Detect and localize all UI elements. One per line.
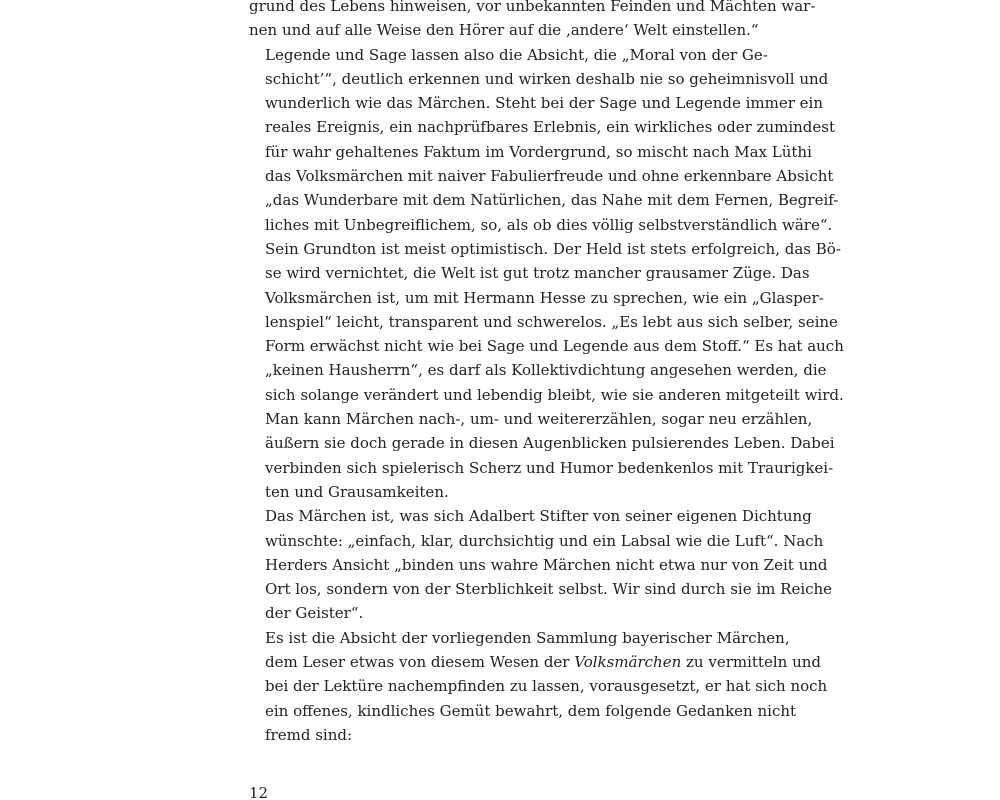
text-line: verbinden sich spielerisch Scherz und Humor bedenkenlos mit Traurigkei- bbox=[265, 458, 834, 477]
text-segment: zu vermitteln und bbox=[681, 653, 821, 672]
text-line: wunderlich wie das Märchen. Steht bei der Sage und Legende immer ein bbox=[265, 94, 824, 113]
text-line: Ort los, sondern von der Sterblichkeit selbst. Wir sind durch sie im Reiche bbox=[265, 580, 833, 599]
text-line: grund des Lebens hinweisen, vor unbekannten Feinden und Mächten war- bbox=[249, 0, 816, 15]
text-line: der Geister“. bbox=[265, 604, 364, 623]
page-number: 12 bbox=[249, 784, 269, 800]
text-line: liches mit Unbegreiflichem, so, als ob dies völlig selbstverständlich wäre“. bbox=[265, 215, 833, 234]
text-line: „das Wunderbare mit dem Natürlichen, das Nahe mit dem Fernen, Begreif- bbox=[265, 191, 839, 210]
text-line: für wahr gehaltenes Faktum im Vordergrund, so mischt nach Max Lüthi bbox=[265, 142, 812, 161]
paragraph-legende-sage bbox=[249, 43, 844, 505]
text-line: das Volksmärchen mit naiver Fabulierfreude und ohne erkennbare Absicht bbox=[265, 167, 834, 186]
text-line: Das Märchen ist, was sich Adalbert Stifter von seiner eigenen Dichtung bbox=[265, 507, 812, 526]
text-line: wünschte: „einfach, klar, durchsichtig und ein Labsal wie die Luft“. Nach bbox=[265, 531, 824, 550]
text-line: Sein Grundton ist meist optimistisch. Der Held ist stets erfolgreich, das Bö- bbox=[265, 239, 841, 258]
paragraph-sammlung bbox=[249, 626, 828, 747]
text-line: Form erwächst nicht wie bei Sage und Legende aus dem Stoff.“ Es hat auch bbox=[265, 337, 844, 356]
text-line: lenspiel“ leicht, transparent und schwerelos. „Es lebt aus sich selber, seine bbox=[265, 312, 838, 331]
text-line: Legende und Sage lassen also die Absicht, die „Moral von der Ge- bbox=[265, 45, 768, 64]
text-line: reales Ereignis, ein nachprüfbares Erlebnis, ein wirkliches oder zumindest bbox=[265, 118, 836, 137]
text-line: Man kann Märchen nach-, um- und weitererzählen, sogar neu erzählen, bbox=[265, 410, 813, 429]
text-line: ein offenes, kindliches Gemüt bewahrt, dem folgende Gedanken nicht bbox=[265, 701, 797, 720]
text-line: sich solange verändert und lebendig bleibt, wie sie anderen mitgeteilt wird. bbox=[265, 385, 844, 404]
text-line: Es ist die Absicht der vorliegenden Sammlung bayerischer Märchen, bbox=[265, 628, 790, 647]
body-text bbox=[249, 0, 844, 747]
text-line: „keinen Hausherrn“, es darf als Kollektivdichtung angesehen werden, die bbox=[265, 361, 827, 380]
text-line: nen und auf alle Weise den Hörer auf die ‚andere‘ Welt einstellen.“ bbox=[249, 21, 759, 40]
text-line: se wird vernichtet, die Welt ist gut trotz mancher grausamer Züge. Das bbox=[265, 264, 810, 283]
text-line: Volksmärchen ist, um mit Hermann Hesse zu sprechen, wie ein „Glasper- bbox=[265, 288, 824, 307]
paragraph-stifter-herder bbox=[249, 504, 833, 625]
text-line: fremd sind: bbox=[265, 725, 353, 744]
text-line: Herders Ansicht „binden uns wahre Märchen nicht etwa nur von Zeit und bbox=[265, 555, 828, 574]
emphasized-term: Volksmärchen bbox=[574, 653, 682, 672]
text-line: ten und Grausamkeiten. bbox=[265, 482, 449, 501]
text-line: bei der Lektüre nachempfinden zu lassen, vorausgesetzt, er hat sich noch bbox=[265, 677, 828, 696]
text-line: äußern sie doch gerade in diesen Augenblicken pulsierendes Leben. Dabei bbox=[265, 434, 835, 453]
text-segment: dem Leser etwas von diesem Wesen der bbox=[265, 653, 575, 672]
text-line bbox=[249, 650, 821, 674]
text-line: schicht’“, deutlich erkennen und wirken deshalb nie so geheimnisvoll und bbox=[265, 69, 829, 88]
paragraph-continuation bbox=[249, 0, 816, 43]
